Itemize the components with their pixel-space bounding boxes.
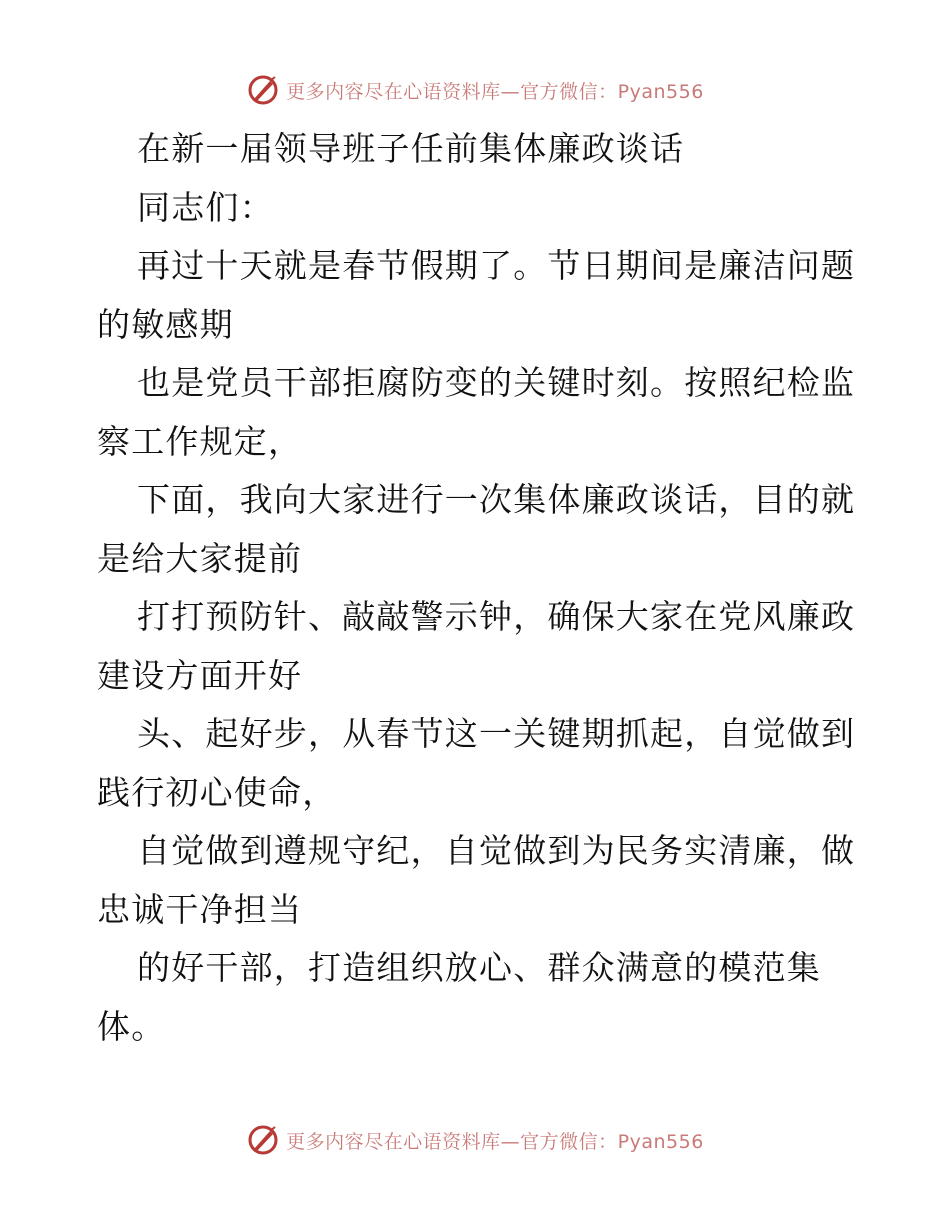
footer-banner-text [286,1127,704,1154]
header-banner-main: 更多内容尽在心语资料库 [286,80,501,103]
paragraph-line: 自觉做到遵规守纪，自觉做到为民务实清廉，做 [137,831,856,870]
footer-banner-main: 更多内容尽在心语资料库 [286,1130,501,1153]
quill-pen-circle-icon [246,73,280,107]
paragraph-line: 打打预防针、敲敲警示钟，确保大家在党风廉政 [137,597,856,636]
paragraph-line: 头、起好步，从春节这一关键期抓起，自觉做到 [137,714,856,753]
paragraph-line: 的好干部，打造组织放心、群众满意的模范集 [137,948,821,987]
header-banner-wechat: 官方微信：Pyan556 [520,80,704,103]
paragraph-line: 的敏感期 [97,304,234,344]
footer-banner-dash: — [500,1130,521,1153]
footer-banner [0,1120,950,1160]
salutation: 同志们： [137,187,274,227]
header-banner-dash: — [500,80,521,103]
quill-pen-circle-icon [246,1123,280,1157]
document-title: 在新一届领导班子任前集体廉政谈话 [137,129,685,168]
paragraph-line: 忠诚干净担当 [97,889,303,929]
paragraph-line: 体。 [97,1006,166,1046]
paragraph-line: 察工作规定， [97,421,303,461]
paragraph-line: 建设方面开好 [97,655,303,695]
paragraph-line: 下面，我向大家进行一次集体廉政谈话，目的就 [137,480,856,519]
header-banner [0,70,950,110]
document-body [97,120,857,1056]
header-banner-text [286,77,704,104]
paragraph-line: 是给大家提前 [97,538,303,578]
paragraph-line: 也是党员干部拒腐防变的关键时刻。按照纪检监 [137,363,856,402]
footer-banner-wechat: 官方微信：Pyan556 [520,1130,704,1153]
paragraph-line: 践行初心使命， [97,772,337,812]
paragraph-line: 再过十天就是春节假期了。节日期间是廉洁问题 [137,246,856,285]
